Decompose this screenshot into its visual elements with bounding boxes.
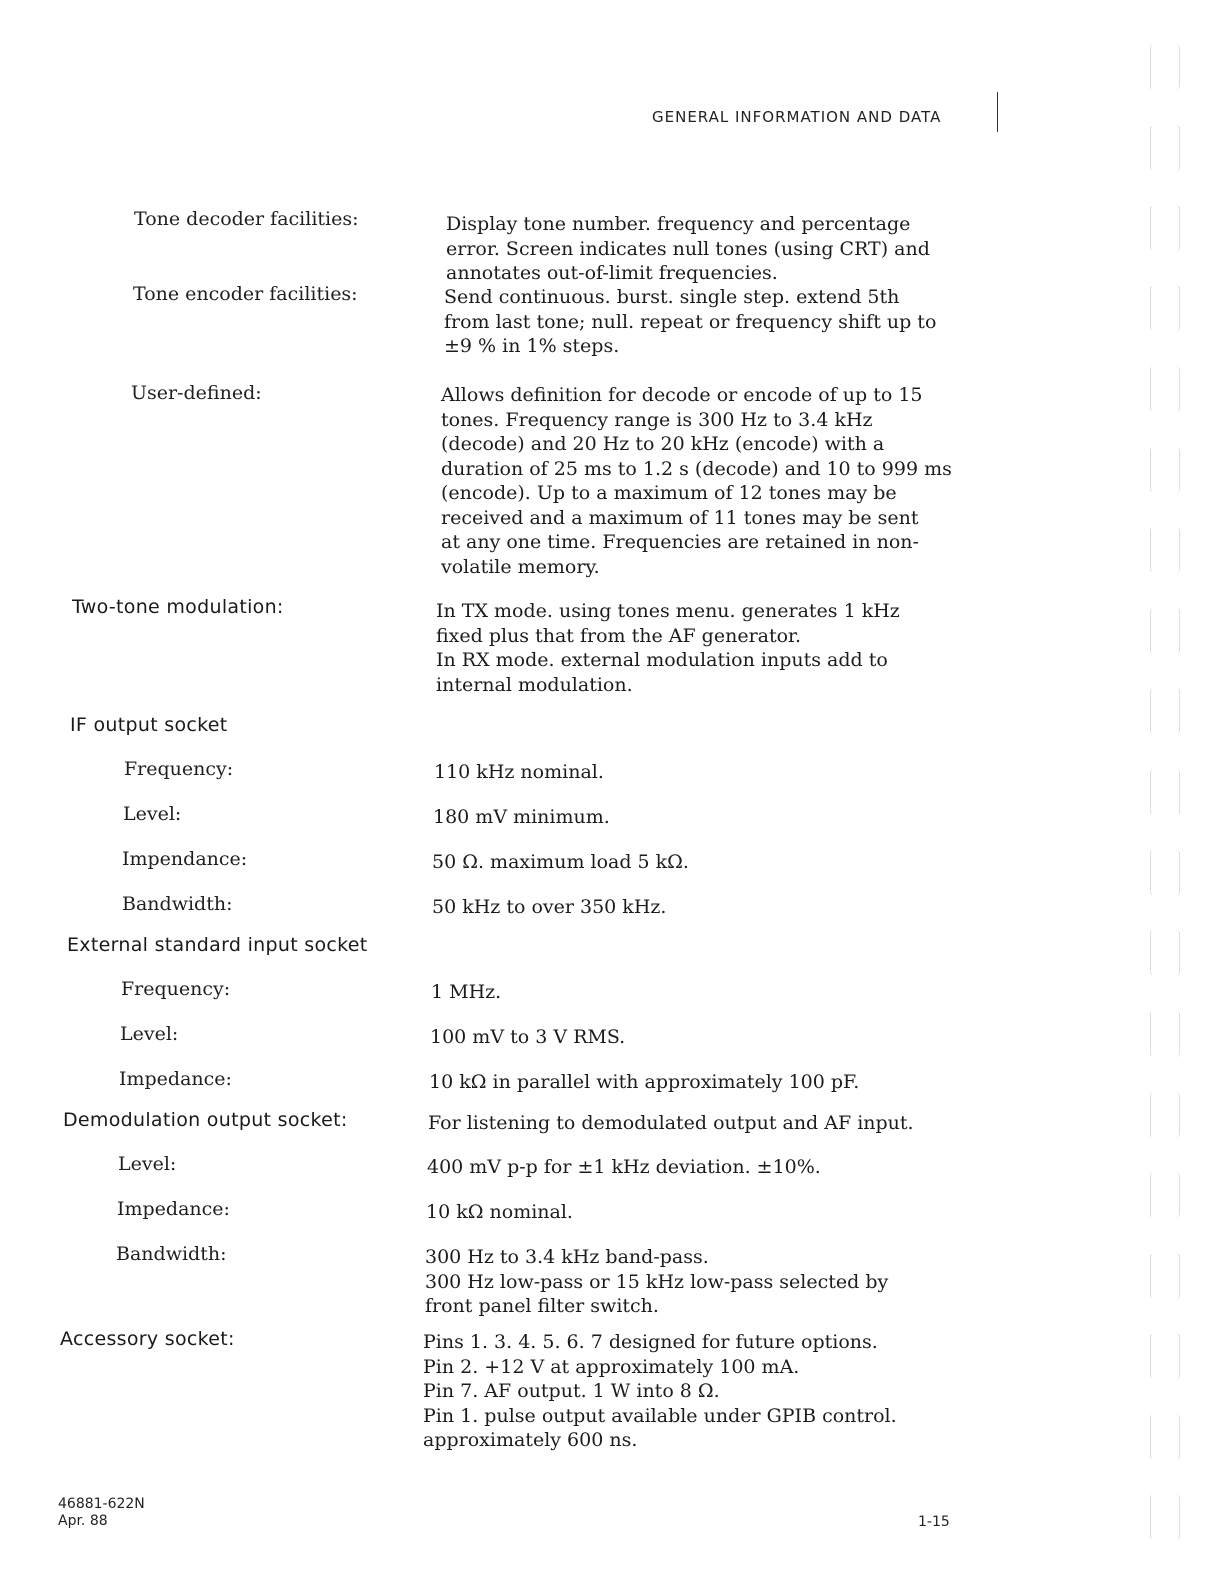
tone-decoder-value <box>446 212 930 286</box>
accessory-heading: Accessory socket: <box>60 1328 235 1350</box>
page-number: 1-15 <box>918 1514 950 1530</box>
binder-mark <box>1150 850 1180 896</box>
user-defined-value <box>441 383 952 579</box>
text-line: tones. Frequency range is 300 Hz to 3.4 kHz <box>441 408 873 431</box>
text-line: Send continuous. burst. single step. extend 5th <box>444 286 900 308</box>
demod-output-heading: Demodulation output socket: <box>63 1109 348 1131</box>
demod-bandwidth-value <box>425 1245 888 1319</box>
binder-mark <box>1150 527 1180 573</box>
text-line: front panel filter switch. <box>425 1295 659 1317</box>
doc-date: Apr. 88 <box>58 1513 108 1529</box>
footer-doc-info <box>58 1496 145 1530</box>
user-defined-label: User-defined: <box>131 382 262 404</box>
text-line: (encode). Up to a maximum of 12 tones may be <box>441 482 897 504</box>
if-bandwidth-value: 50 kHz to over 350 kHz. <box>432 896 667 918</box>
binder-mark <box>1150 1414 1180 1460</box>
binder-mark <box>1150 608 1180 654</box>
tone-encoder-value <box>444 285 936 359</box>
demod-output-value: For listening to demodulated output and AF input. <box>428 1112 914 1134</box>
text-line: ±9 % in 1% steps. <box>444 335 620 357</box>
text-line: Pins 1. 3. 4. 5. 6. 7 designed for future options. <box>423 1331 878 1353</box>
if-level-value: 180 mV minimum. <box>433 806 610 828</box>
binder-mark <box>1150 1092 1180 1138</box>
text-line: Allows definition for decode or encode of up to 15 <box>441 384 923 406</box>
text-line: error. Screen indicates null tones (using CRT) and <box>446 237 930 260</box>
binder-mark <box>1150 930 1180 976</box>
ext-level-value: 100 mV to 3 V RMS. <box>430 1026 626 1048</box>
binder-mark <box>1150 205 1180 251</box>
binder-mark <box>1150 1253 1180 1299</box>
demod-level-label: Level: <box>118 1153 177 1175</box>
page-header: GENERAL INFORMATION AND DATA <box>652 108 942 126</box>
ext-standard-heading: External standard input socket <box>67 934 368 956</box>
binder-mark <box>1150 125 1180 171</box>
demod-level-value: 400 mV p-p for ±1 kHz deviation. ±10%. <box>427 1156 821 1178</box>
if-output-heading: IF output socket <box>70 714 228 736</box>
ext-impedance-value: 10 kΩ in parallel with approximately 100 pF. <box>429 1071 860 1093</box>
if-frequency-label: Frequency: <box>124 758 234 780</box>
binder-mark <box>1150 447 1180 493</box>
text-line: Pin 7. AF output. 1 W into 8 Ω. <box>423 1380 720 1402</box>
text-line: annotates out-of-limit frequencies. <box>446 262 778 284</box>
ext-impedance-label: Impedance: <box>119 1068 232 1090</box>
demod-impedance-value: 10 kΩ nominal. <box>426 1201 573 1223</box>
text-line: Pin 2. +12 V at approximately 100 mA. <box>423 1355 800 1378</box>
binder-mark <box>1150 688 1180 734</box>
text-line: In RX mode. external modulation inputs add to <box>436 649 888 671</box>
text-line: from last tone; null. repeat or frequency shift up to <box>444 310 937 333</box>
text-line: volatile memory. <box>441 555 600 578</box>
if-bandwidth-label: Bandwidth: <box>122 893 233 915</box>
text-line: at any one time. Frequencies are retained in non- <box>441 531 919 553</box>
two-tone-value <box>436 599 900 697</box>
text-line: fixed plus that from the AF generator. <box>436 624 802 647</box>
header-rule <box>997 92 998 132</box>
demod-bandwidth-label: Bandwidth: <box>116 1243 227 1265</box>
tone-decoder-label: Tone decoder facilities: <box>134 208 359 230</box>
if-impedance-label: Impendance: <box>122 848 248 870</box>
if-level-label: Level: <box>123 803 182 825</box>
binder-mark <box>1150 1333 1180 1379</box>
text-line: (decode) and 20 Hz to 20 kHz (encode) with a <box>441 433 885 455</box>
if-impedance-value: 50 Ω. maximum load 5 kΩ. <box>432 851 689 873</box>
demod-impedance-label: Impedance: <box>117 1198 230 1220</box>
binder-mark <box>1150 44 1180 90</box>
text-line: approximately 600 ns. <box>423 1429 638 1451</box>
ext-frequency-label: Frequency: <box>121 978 231 1000</box>
text-line: Pin 1. pulse output available under GPIB control. <box>423 1404 897 1427</box>
text-line: 300 Hz to 3.4 kHz band-pass. <box>425 1246 709 1268</box>
binder-mark <box>1150 1172 1180 1218</box>
two-tone-label: Two-tone modulation: <box>72 596 284 618</box>
tone-encoder-label: Tone encoder facilities: <box>133 283 358 305</box>
text-line: duration of 25 ms to 1.2 s (decode) and 10 to 999 ms <box>441 457 952 480</box>
text-line: internal modulation. <box>436 673 633 696</box>
if-frequency-value: 110 kHz nominal. <box>434 761 604 783</box>
text-line: 300 Hz low-pass or 15 kHz low-pass selected by <box>425 1270 889 1293</box>
binder-mark <box>1150 285 1180 331</box>
text-line: received and a maximum of 11 tones may be sent <box>441 506 919 529</box>
binder-mark <box>1150 1011 1180 1057</box>
text-line: In TX mode. using tones menu. generates 1 kHz <box>436 600 900 622</box>
binder-mark <box>1150 769 1180 815</box>
text-line: Display tone number. frequency and percentage <box>446 213 911 235</box>
accessory-value <box>423 1330 897 1453</box>
binder-mark <box>1150 366 1180 412</box>
binder-mark <box>1150 1494 1180 1540</box>
ext-level-label: Level: <box>120 1023 179 1045</box>
doc-number: 46881-622N <box>58 1496 145 1512</box>
ext-frequency-value: 1 MHz. <box>431 981 502 1003</box>
